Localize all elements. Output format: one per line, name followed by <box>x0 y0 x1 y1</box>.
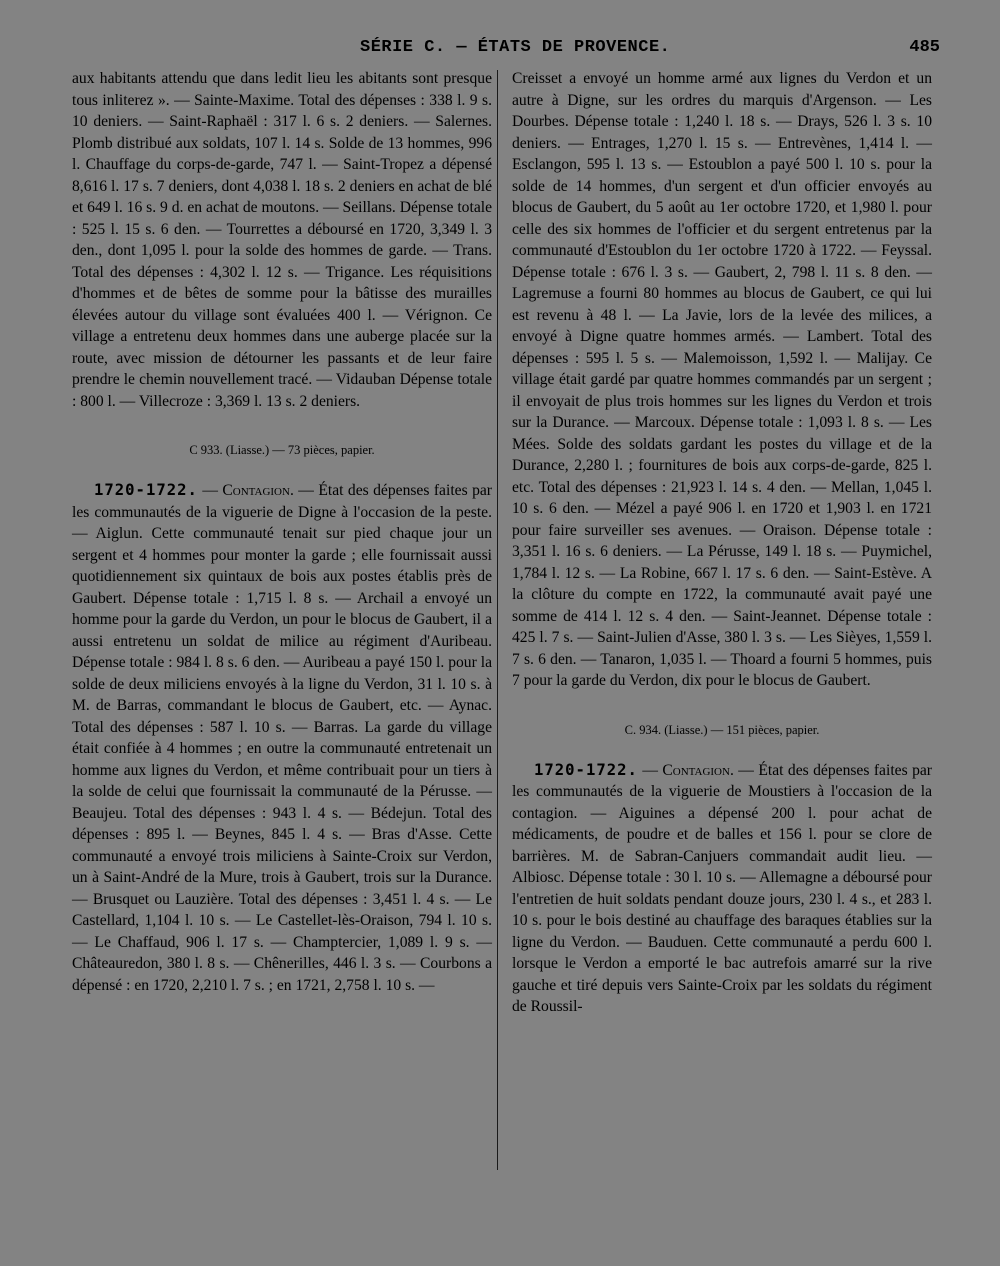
archive-reference: C 933. (Liasse.) — 73 pièces, papier. <box>189 443 375 457</box>
continuation-text: Creisset a envoyé un homme armé aux lignes du Verdon et un autre à Digne, sur les ordres du marquis d'Argenson. — Les Dourbes. Dépense totale : 1,240 l. 18 s. — Drays, 526 l. 3 s. 10 deniers. — Entrages, 1,270 l. 15 s. — Entrevènes, 1,414 l. — Esclangon, 595 l. 13 s. — Estoublon a payé 500 l. 10 s. pour la solde de 14 hommes, d'un sergent et d'un officier envoyés au blocus de Gaubert, du 5 août au 1er octobre 1720, et 1,980 l. pour celle des six hommes de l'officier et du sergent entretenus par la communauté d'Estoublon du 1er octobre 1720 à 1722. — Feyssal. Dépense totale : 676 l. 3 s. — Gaubert, 2, 798 l. 11 s. 8 den. — Lagremuse a fourni 80 hommes au blocus de Gaubert, ce qui lui est revenu à 48 l. — La Javie, lors de la levée des milices, a envoyé à Digne quatre hommes armés. — Lambert. Total des dépenses : 595 l. 5 s. — Malemoisson, 1,592 l. — Malijay. Ce village était gardé par quatre hommes commandés par un sergent ; il envoyait de plus trois hommes sur les lignes du Verdon et trois sur la Durance. — Marcoux. Dépense totale : 1,093 l. 8 s. — Les Mées. Solde des soldats gardant les postes du village et de la Durance, 2,280 l. ; fournitures de bois aux corps-de-garde, 825 l. etc. Total des dépenses : 21,923 l. 14 s. 4 den. — Mellan, 1,045 l. 10 s. 6 den. — Mézel a payé 906 l. en 1720 et 1,903 l. en 1721 pour faire surveiller ses avenues. — Oraison. Dépense totale : 3,351 l. 16 s. 6 deniers. — La Pérusse, 149 l. 18 s. — Puymichel, 1,784 l. 12 s. — La Robine, 667 l. 17 s. 6 den. — Saint-Estève. A la clôture du compte en 1722, la communauté avait payé une somme de 414 l. 12 s. 4 den. — Saint-Jeannet. Dépense totale : 425 l. 7 s. — Saint-Julien d'Asse, 380 l. 3 s. — Les Sièyes, 1,559 l. 7 s. 6 den. — Tanaron, 1,035 l. — Thoard a fourni 5 hommes, puis 7 pour la garde du Verdon, dix pour le blocus de Gaubert. <box>512 70 932 689</box>
column-divider <box>497 70 498 1170</box>
entry-date: 1720-1722. <box>94 481 198 499</box>
entry-body: État des dépenses faites par les communautés de la viguerie de Digne à l'occasion de la peste. — Aiglun. Cette communauté tenait sur pied chaque jour un sergent et 4 hommes pour monter la garde ; elle fournissait aussi quotidiennement six quintaux de bois aux postes établis près de Gaubert. Dépense totale : 1,715 l. 8 s. — Archail a envoyé un homme pour la garde du Verdon, un pour le blocus de Gaubert, il a aussi entretenu un soldat de milice au régiment d'Auribeau. Dépense totale : 984 l. 8 s. 6 den. — Auribeau a payé 150 l. pour la solde de deux miliciens envoyés à la ligne du Verdon, 31 l. 10 s. à M. de Barras, commandant le blocus de Gaubert, etc. — Aynac. Total des dépenses : 587 l. 10 s. — Barras. La garde du village était confiée à 4 hommes ; en outre la communauté entretenait un homme aux lignes du Verdon, et même contribuait pour un tiers à la solde de celui que fournissait la communauté de la Pérusse. — Beaujeu. Total des dépenses : 943 l. 4 s. — Bédejun. Total des dépenses : 895 l. — Beynes, 845 l. 4 s. — Bras d'Asse. Cette communauté a envoyé trois miliciens à Sainte-Croix sur Verdon, un à Saint-André de la Mure, trois à Gaubert, trois sur la Durance. — Brusquet ou Lauzière. Total des dépenses : 3,451 l. 4 s. — Le Castellard, 1,104 l. 10 s. — Le Castellet-lès-Oraison, 794 l. 10 s. — Le Chaffaud, 906 l. 17 s. — Champtercier, 1,089 l. 9 s. — Châteauredon, 380 l. 8 s. — Chênerilles, 446 l. 3 s. — Courbons a dépensé : en 1720, 2,210 l. 7 s. ; en 1721, 2,758 l. 10 s. — <box>72 482 492 994</box>
continuation-text: aux habitants attendu que dans ledit lieu les abitants sont presque tous inliterez ». — Sainte-Maxime. Total des dépenses : 338 l. 9 s. 10 deniers. — Saint-Raphaël : 317 l. 6 s. 2 deniers. — Salernes. Plomb distribué aux soldats, 107 l. 14 s. Solde de 13 hommes, 996 l. Chauffage du corps-de-garde, 747 l. — Saint-Tropez a dépensé 8,616 l. 17 s. 7 deniers, dont 4,038 l. 18 s. 2 deniers en achat de blé et 649 l. 16 s. 9 d. en achat de moutons. — Seillans. Dépense totale : 525 l. 15 s. 6 den. — Tourrettes a déboursé en 1720, 3,349 l. 3 den., dont 1,095 l. pour la solde des hommes de garde. — Trans. Total des dépenses : 4,302 l. 12 s. — Trigance. Les réquisitions d'hommes et de bêtes de somme pour la bâtisse des murailles élevées autour du village sont évaluées 400 l. — Vérignon. Ce village a entretenu deux hommes dans une auberge placée sur la route, avec mission de détourner les passants et de leur faire prendre le chemin nouvellement tracé. — Vidauban Dépense totale : 800 l. — Villecroze : 3,369 l. 13 s. 2 deniers. <box>72 70 492 410</box>
right-column <box>512 68 932 1018</box>
entry-date: 1720-1722. <box>534 760 638 779</box>
archive-reference: C. 934. (Liasse.) — 151 pièces, papier. <box>624 722 820 737</box>
page-number: 485 <box>909 38 940 57</box>
entry-body: État des dépenses faites par les communautés de la viguerie de Moustiers à l'occasion de la contagion. — Aiguines a dépensé 200 l. pour achat de médicaments, de poudre et de balles et 156 l. pour se clore de barrières. M. de Sabran-Canjuers commandait audit lieu. — Albiosc. Dépense totale : 30 l. 10 s. — Allemagne a déboursé pour l'entretien de huit soldats pendant douze jours, 230 l. 4 s., et 283 l. 10 s. pour le bois destiné au chauffage des baraques établies sur la ligne du Verdon. — Bauduen. Cette communauté a perdu 600 l. lorsque le Verdon a emporté le bac autrefois amarré sur la rive gauche et tiré depuis vers Sainte-Croix par les soldats du régiment de Roussil- <box>512 761 932 1015</box>
left-column <box>72 68 492 996</box>
entry-heading: — Contagion. — <box>202 482 314 499</box>
entry-heading: — Contagion. — <box>642 761 754 779</box>
page-header <box>0 38 1000 66</box>
entry-paragraph <box>512 760 932 1018</box>
entry-paragraph <box>72 480 492 996</box>
running-title: SÉRIE C. — ÉTATS DE PROVENCE. <box>360 38 671 57</box>
